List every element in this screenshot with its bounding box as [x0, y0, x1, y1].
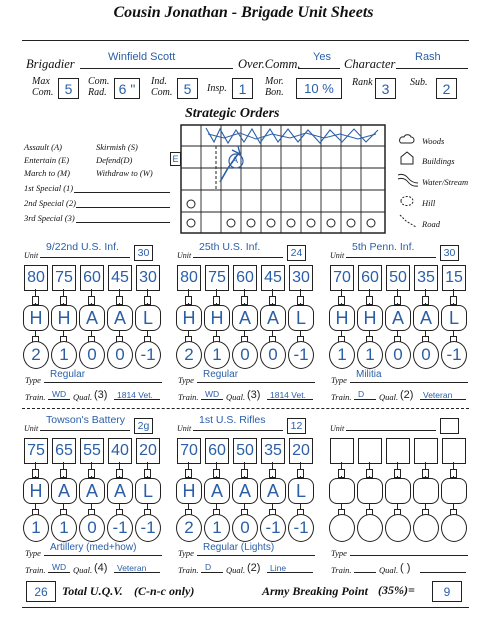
unit-value-box[interactable]: 80 [24, 265, 48, 291]
unit-value-box[interactable] [442, 438, 466, 464]
unit-qual[interactable]: (2) [247, 562, 261, 574]
qual-label: Qual. [226, 565, 246, 575]
unit-value-box[interactable]: 35 [261, 438, 285, 464]
map-marker-a: A [232, 155, 239, 165]
unit-value-box[interactable]: 75 [205, 265, 229, 291]
insp-label: Insp. [207, 83, 227, 94]
unit-value-box[interactable]: 45 [108, 265, 132, 291]
unit-rating-box[interactable]: A [79, 478, 105, 504]
unit-rating-box[interactable]: H [23, 478, 49, 504]
unit-name[interactable]: 25th U.S. Inf. [199, 241, 261, 253]
unit-qual[interactable]: ( ) [400, 562, 411, 574]
unit-rating-box[interactable]: A [79, 305, 105, 331]
unit-strength-box[interactable]: 12 [287, 418, 306, 434]
unit-rating-box[interactable]: H [51, 305, 77, 331]
unit-card [22, 414, 167, 579]
unit-rating-box[interactable] [329, 478, 355, 504]
train-label: Train. [178, 392, 199, 402]
unit-rating-box[interactable]: L [288, 305, 314, 331]
type-label: Type [331, 548, 347, 558]
special-3-label: 3rd Special (3) [24, 213, 75, 223]
orders-left-1: Entertain (E) [24, 155, 70, 165]
unit-card [175, 241, 320, 406]
com-rad-field[interactable]: 6 " [114, 78, 140, 99]
unit-rating-box[interactable]: L [135, 305, 161, 331]
unit-rating-box[interactable] [441, 478, 467, 504]
unit-name-line [346, 418, 436, 431]
unit-rating-box[interactable]: A [204, 478, 230, 504]
unit-value-box[interactable] [414, 438, 438, 464]
row-separator [22, 408, 469, 409]
unit-label: Unit [24, 424, 39, 433]
unit-loss-circle[interactable]: 0 [385, 341, 411, 369]
unit-qual-text[interactable]: Veteran [423, 390, 453, 400]
unit-value-box[interactable]: 65 [52, 438, 76, 464]
insp-field[interactable]: 1 [232, 78, 253, 99]
water-stream-icon [396, 171, 420, 187]
unit-rating-box[interactable]: A [232, 478, 258, 504]
unit-rating-box[interactable]: H [357, 305, 383, 331]
unit-strength-box[interactable] [440, 418, 459, 434]
train-label: Train. [25, 565, 46, 575]
unit-name[interactable]: 5th Penn. Inf. [352, 241, 415, 253]
unit-loss-circle[interactable] [329, 514, 355, 542]
unit-value-box[interactable]: 75 [52, 265, 76, 291]
train-line [354, 563, 376, 573]
character-field[interactable]: Rash [415, 51, 441, 63]
type-label: Type [25, 548, 41, 558]
unit-rating-box[interactable]: A [385, 305, 411, 331]
unit-rating-box[interactable]: A [260, 305, 286, 331]
unit-loss-circle[interactable]: 0 [107, 341, 133, 369]
unit-loss-circle[interactable]: 2 [176, 341, 202, 369]
unit-qual-text[interactable]: 1814 Vet. [270, 390, 306, 400]
unit-value-box[interactable]: 80 [177, 265, 201, 291]
sub-field[interactable]: 2 [436, 78, 457, 99]
unit-strength-box[interactable]: 24 [287, 245, 306, 261]
over-comm-label: Over.Comm. [238, 57, 301, 71]
unit-label: Unit [177, 251, 192, 260]
special-2-label: 2nd Special (2) [24, 198, 76, 208]
train-label: Train. [331, 392, 352, 402]
abp-percent[interactable]: (35%)= [378, 583, 415, 597]
unit-loss-circle[interactable]: 0 [79, 514, 105, 542]
total-uqv-field[interactable]: 26 [26, 581, 56, 602]
unit-value-box[interactable]: 70 [330, 265, 354, 291]
unit-loss-circle[interactable]: 0 [413, 341, 439, 369]
unit-rating-box[interactable]: H [204, 305, 230, 331]
orders-right-2: Withdraw to (W) [96, 168, 153, 178]
unit-loss-circle[interactable] [413, 514, 439, 542]
train-label: Train. [25, 392, 46, 402]
unit-qual-text[interactable]: Line [270, 563, 287, 573]
unit-qual-text[interactable]: Veteran [117, 563, 147, 573]
unit-loss-circle[interactable]: 0 [232, 514, 258, 542]
unit-type[interactable]: Militia [356, 369, 382, 380]
qual-label: Qual. [73, 565, 93, 575]
unit-value-box[interactable]: 50 [386, 265, 410, 291]
cnc-label: (C-n-c only) [134, 584, 195, 598]
hill-icon [398, 193, 416, 209]
unit-loss-circle[interactable]: 1 [23, 514, 49, 542]
unit-loss-circle[interactable]: -1 [288, 514, 314, 542]
unit-value-box[interactable]: 20 [136, 438, 160, 464]
title-rule [22, 40, 469, 41]
unit-loss-circle[interactable]: 1 [51, 341, 77, 369]
strategic-map[interactable] [180, 124, 386, 234]
orders-right-0: Skirmish (S) [96, 142, 138, 152]
train-label: Train. [178, 565, 199, 575]
unit-card [328, 414, 473, 579]
unit-type[interactable]: Regular [50, 369, 86, 380]
unit-train[interactable]: D [205, 562, 212, 572]
unit-label: Unit [177, 424, 192, 433]
unit-rating-box[interactable]: H [329, 305, 355, 331]
ind-com-field[interactable]: 5 [177, 78, 198, 99]
rank-label: Rank [352, 77, 373, 88]
unit-loss-circle[interactable]: 0 [232, 341, 258, 369]
unit-value-box[interactable]: 35 [414, 265, 438, 291]
unit-value-box[interactable]: 60 [205, 438, 229, 464]
train-label: Train. [331, 565, 352, 575]
unit-card [328, 241, 473, 406]
special-1-label: 1st Special (1) [24, 183, 74, 193]
unit-type[interactable]: Regular (Lights) [203, 542, 275, 553]
total-uqv-label: Total U.Q.V. [62, 584, 123, 598]
unit-name[interactable]: 9/22nd U.S. Inf. [46, 241, 119, 253]
unit-label: Unit [330, 251, 345, 260]
unit-type[interactable]: Regular [203, 369, 239, 380]
unit-label: Unit [24, 251, 39, 260]
unit-loss-circle[interactable] [357, 514, 383, 542]
qual-label: Qual. [379, 565, 399, 575]
unit-type[interactable]: Artillery (med+how) [50, 542, 137, 553]
rank-field[interactable]: 3 [375, 78, 396, 99]
unit-value-box[interactable]: 60 [358, 265, 382, 291]
unit-value-box[interactable]: 30 [136, 265, 160, 291]
unit-loss-circle[interactable]: -1 [135, 514, 161, 542]
type-line [350, 545, 468, 556]
unit-rating-box[interactable] [413, 478, 439, 504]
unit-value-box[interactable]: 75 [24, 438, 48, 464]
unit-card [22, 241, 167, 406]
road-icon [398, 213, 418, 229]
unit-loss-circle[interactable]: -1 [260, 514, 286, 542]
qual-label: Qual. [73, 392, 93, 402]
special-3-line[interactable] [76, 214, 170, 223]
unit-value-box[interactable]: 45 [261, 265, 285, 291]
over-comm-field[interactable]: Yes [313, 51, 331, 63]
unit-loss-circle[interactable]: -1 [107, 514, 133, 542]
mor-bon-label: Mor. Bon. [265, 76, 284, 98]
unit-loss-circle[interactable]: 1 [51, 514, 77, 542]
legend-buildings: Buildings [422, 156, 455, 166]
unit-rating-box[interactable]: A [107, 478, 133, 504]
qual-label: Qual. [379, 392, 399, 402]
unit-rating-box[interactable]: A [260, 478, 286, 504]
unit-name[interactable]: Towson's Battery [46, 414, 126, 426]
unit-value-box[interactable]: 60 [80, 265, 104, 291]
qual-line [420, 563, 466, 573]
unit-value-box[interactable]: 70 [177, 438, 201, 464]
unit-train[interactable]: D [358, 389, 365, 399]
unit-value-box[interactable] [358, 438, 382, 464]
type-label: Type [331, 375, 347, 385]
brigadier-label: Brigadier [26, 57, 75, 71]
page-title: Cousin Jonathan - Brigade Unit Sheets [113, 4, 374, 21]
unit-value-box[interactable]: 15 [442, 265, 466, 291]
unit-qual[interactable]: (2) [400, 389, 414, 401]
orders-right-1: Defend(D) [96, 155, 133, 165]
unit-name[interactable]: 1st U.S. Rifles [199, 414, 266, 426]
unit-rating-box[interactable]: A [413, 305, 439, 331]
unit-rating-box[interactable]: H [23, 305, 49, 331]
unit-qual[interactable]: (4) [94, 562, 108, 574]
unit-value-box[interactable] [386, 438, 410, 464]
unit-loss-circle[interactable]: 2 [176, 514, 202, 542]
orders-title: Strategic Orders [185, 106, 280, 121]
unit-loss-circle[interactable]: -1 [288, 341, 314, 369]
com-rad-label: Com. Rad. [88, 76, 110, 98]
buildings-icon [399, 151, 415, 165]
unit-loss-circle[interactable]: -1 [441, 341, 467, 369]
legend-road: Road [422, 219, 440, 229]
unit-loss-circle[interactable]: 1 [204, 514, 230, 542]
unit-strength-box[interactable]: 2g [134, 418, 153, 434]
type-label: Type [178, 548, 194, 558]
unit-rating-box[interactable]: L [441, 305, 467, 331]
special-1-line[interactable] [74, 184, 170, 193]
unit-value-box[interactable]: 55 [80, 438, 104, 464]
ind-com-label: Ind. Com. [151, 76, 173, 98]
special-2-line[interactable] [76, 199, 170, 208]
unit-rating-box[interactable]: A [232, 305, 258, 331]
unit-loss-circle[interactable]: 0 [260, 341, 286, 369]
unit-qual[interactable]: (3) [94, 389, 108, 401]
unit-card [175, 414, 320, 579]
unit-loss-circle[interactable]: 1 [204, 341, 230, 369]
qual-label: Qual. [226, 392, 246, 402]
unit-value-box[interactable] [330, 438, 354, 464]
bottom-rule [22, 607, 469, 608]
type-label: Type [25, 375, 41, 385]
unit-loss-circle[interactable]: 0 [79, 341, 105, 369]
orders-left-2: March to (M) [24, 168, 70, 178]
unit-train[interactable]: WD [52, 562, 67, 572]
unit-rating-box[interactable]: H [176, 305, 202, 331]
map-marker-e: E [170, 152, 181, 166]
unit-label: Unit [330, 424, 345, 433]
unit-value-box[interactable]: 40 [108, 438, 132, 464]
orders-left-0: Assault (A) [24, 142, 63, 152]
sub-label: Sub. [410, 77, 428, 88]
unit-qual[interactable]: (3) [247, 389, 261, 401]
woods-icon [398, 133, 416, 147]
unit-train[interactable]: WD [205, 389, 220, 399]
unit-rating-box[interactable]: L [288, 478, 314, 504]
unit-loss-circle[interactable] [385, 514, 411, 542]
unit-rating-box[interactable]: A [107, 305, 133, 331]
max-com-label: Max Com. [32, 76, 54, 98]
unit-loss-circle[interactable] [441, 514, 467, 542]
unit-value-box[interactable]: 20 [289, 438, 313, 464]
unit-strength-box[interactable]: 30 [134, 245, 153, 261]
legend-hill: Hill [422, 198, 436, 208]
max-com-field[interactable]: 5 [58, 78, 79, 99]
unit-train[interactable]: WD [52, 389, 67, 399]
unit-rating-box[interactable]: A [51, 478, 77, 504]
unit-value-box[interactable]: 30 [289, 265, 313, 291]
abp-field[interactable]: 9 [432, 581, 462, 602]
unit-value-box[interactable]: 60 [233, 265, 257, 291]
abp-label: Army Breaking Point [262, 584, 369, 598]
mor-bon-field[interactable]: 10 % [296, 78, 342, 99]
unit-loss-circle[interactable]: 2 [23, 341, 49, 369]
legend-woods: Woods [422, 136, 445, 146]
unit-value-box[interactable]: 50 [233, 438, 257, 464]
type-label: Type [178, 375, 194, 385]
unit-rating-box[interactable] [385, 478, 411, 504]
unit-loss-circle[interactable]: -1 [135, 341, 161, 369]
unit-loss-circle[interactable]: 1 [357, 341, 383, 369]
unit-loss-circle[interactable]: 1 [329, 341, 355, 369]
unit-strength-box[interactable]: 30 [440, 245, 459, 261]
unit-rating-box[interactable]: L [135, 478, 161, 504]
legend-water-stream: Water/Stream [422, 177, 469, 187]
character-label: Character [344, 57, 396, 71]
unit-qual-text[interactable]: 1814 Vet. [117, 390, 153, 400]
unit-rating-box[interactable] [357, 478, 383, 504]
brigadier-field[interactable]: Winfield Scott [108, 51, 176, 63]
unit-rating-box[interactable]: H [176, 478, 202, 504]
